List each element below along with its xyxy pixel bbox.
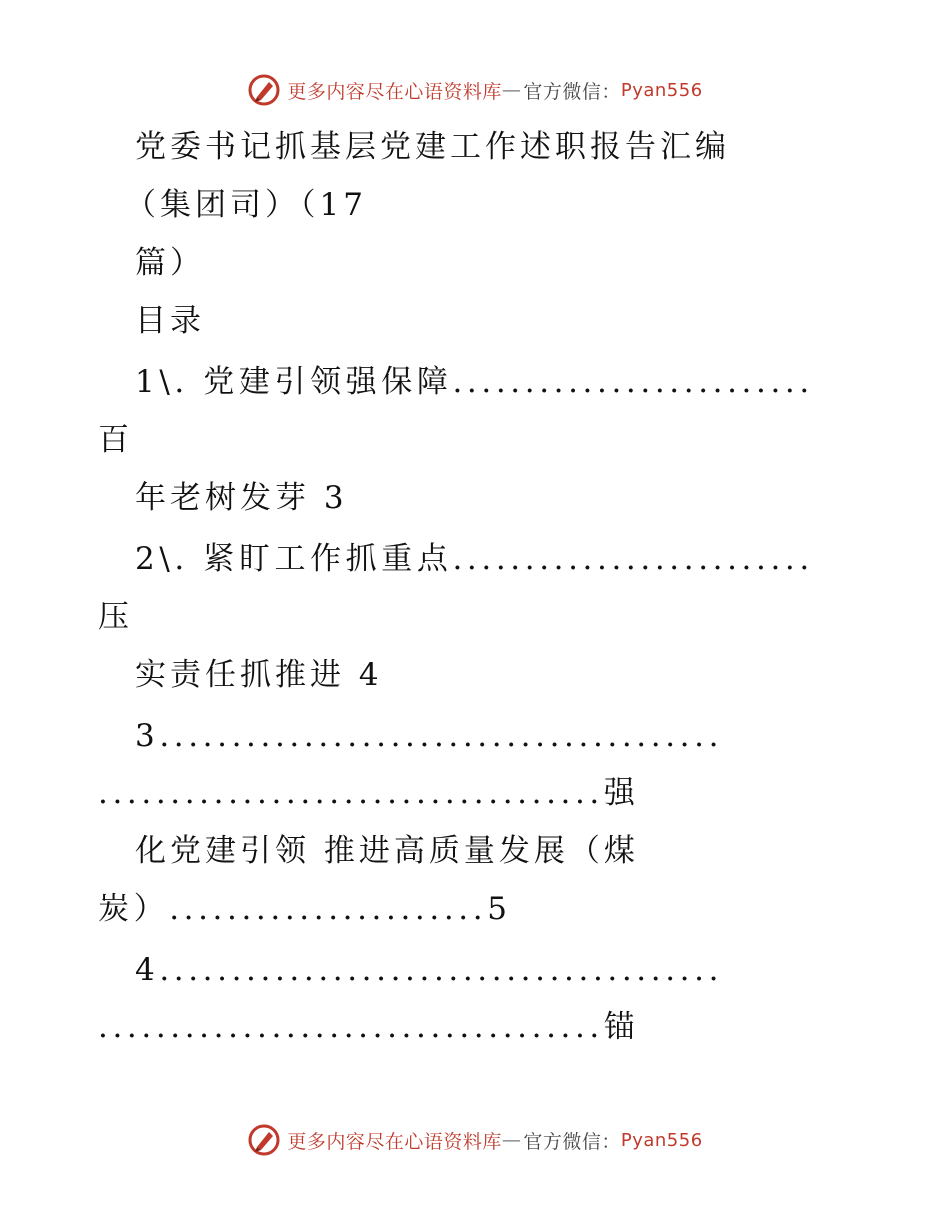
toc-entry-2-wrap: 压 (98, 599, 133, 635)
banner-site-text: 更多内容尽在心语资料库 (287, 80, 502, 103)
toc-entry-3-wrap: ...................................强 (98, 775, 640, 811)
header-banner (0, 70, 950, 110)
banner-separator: — (501, 1129, 522, 1151)
banner-wechat-label: 官方微信： (523, 80, 621, 103)
toc-entry-1-cont: 年老树发芽 3 (135, 480, 348, 516)
banner-wechat-id: Pyan556 (620, 1129, 703, 1151)
banner-wechat-label: 官方微信： (523, 1130, 621, 1153)
toc-entry-2-cont: 实责任抓推进 4 (135, 657, 383, 693)
pen-logo-icon (247, 73, 281, 107)
toc-entry-4[interactable]: 4....................................... (135, 952, 724, 988)
footer-banner (0, 1120, 950, 1160)
banner-wechat-id: Pyan556 (620, 79, 703, 101)
banner-separator: — (501, 79, 522, 101)
toc-entry-2[interactable]: 2\. 紧盯工作抓重点......................... (135, 541, 814, 577)
doc-title-line-3: 篇） (135, 245, 205, 281)
toc-entry-1[interactable]: 1\. 党建引领强保障......................... (135, 364, 814, 400)
toc-heading: 目录 (135, 303, 205, 339)
banner-site-text: 更多内容尽在心语资料库 (287, 1130, 502, 1153)
toc-entry-3-end: 炭）......................5 (98, 891, 512, 927)
toc-entry-4-wrap: ...................................锚 (98, 1009, 640, 1045)
pen-logo-icon (247, 1123, 281, 1157)
toc-entry-3-cont: 化党建引领 推进高质量发展（煤 (135, 833, 639, 869)
doc-title-line-2: （集团司）（17 (125, 187, 367, 223)
toc-entry-1-wrap: 百 (98, 422, 133, 458)
doc-title-line-1: 党委书记抓基层党建工作述职报告汇编 (135, 129, 730, 165)
toc-entry-3[interactable]: 3....................................... (135, 718, 724, 754)
